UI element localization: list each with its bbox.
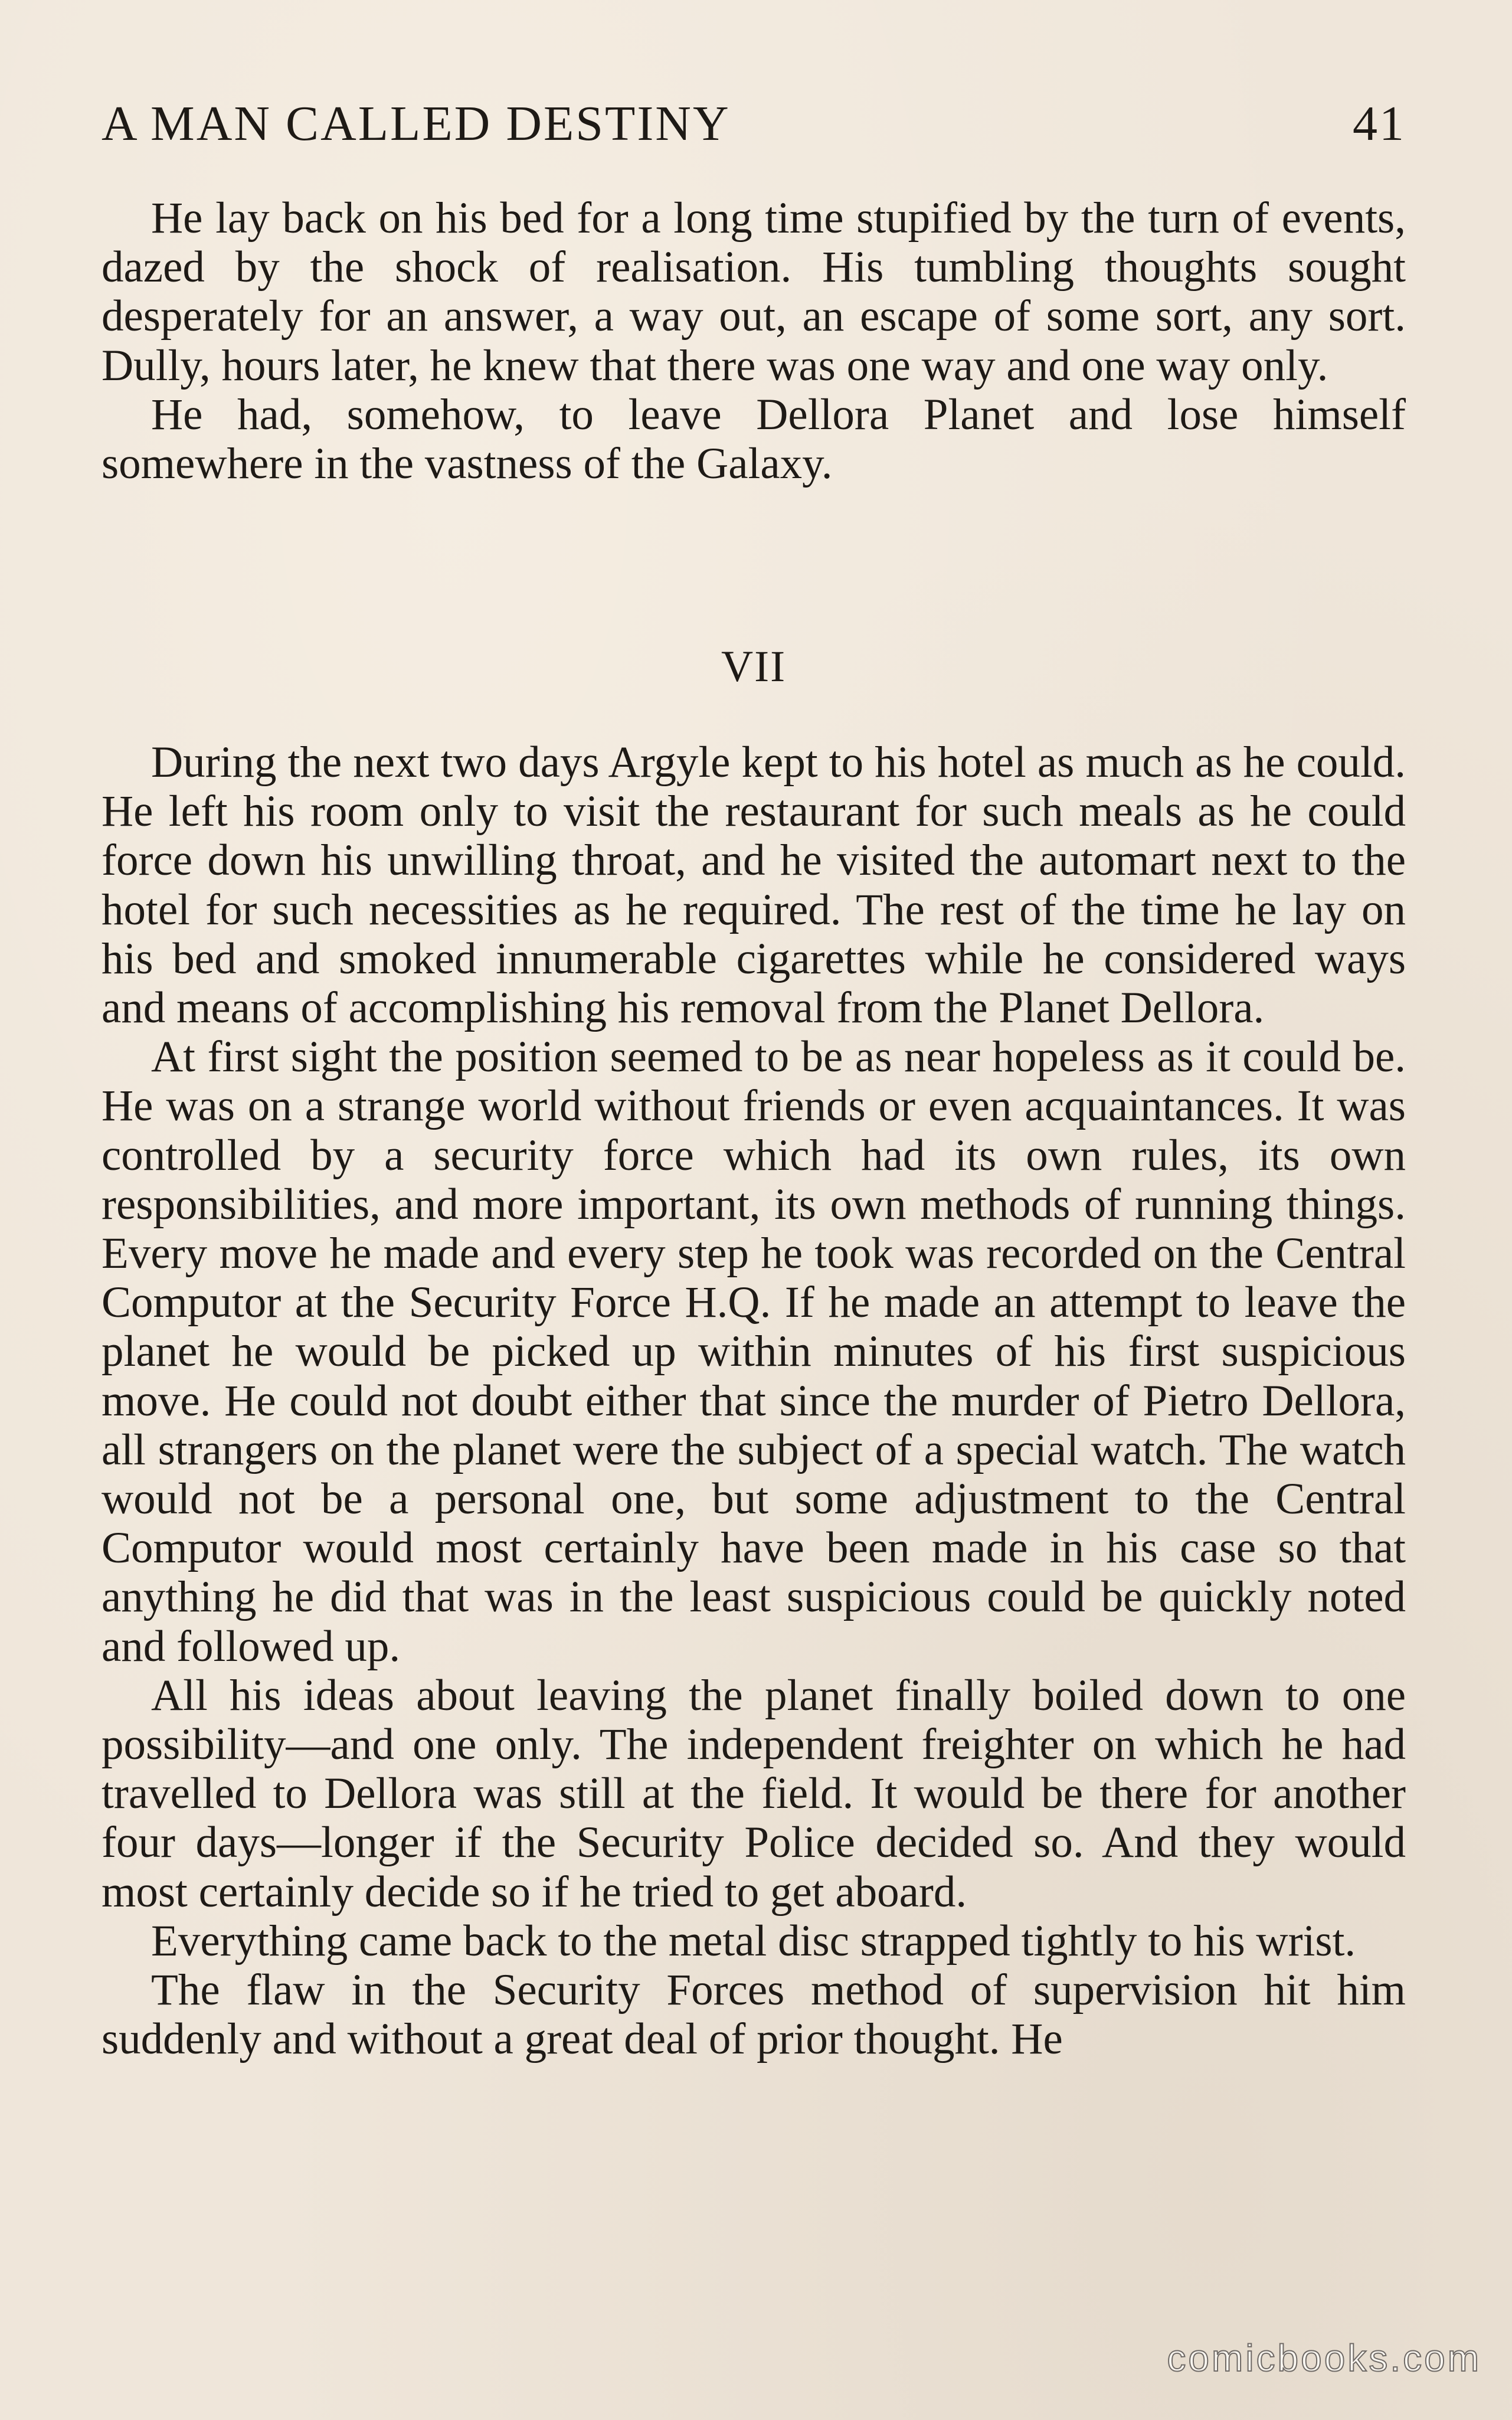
text-section-2 xyxy=(102,738,1406,2063)
paragraph: He had, somehow, to leave Dellora Planet and lose himself somewhere in the vastness of the Galaxy. xyxy=(102,390,1406,489)
paragraph: Everything came back to the metal disc strapped tightly to his wrist. xyxy=(151,1916,1356,1966)
text-section-1 xyxy=(102,194,1406,488)
running-header xyxy=(102,91,1406,156)
paragraph: All his ideas about leaving the planet finally boiled down to one possibility—and one only. The independent freighter on which he had travelled to Dellora was still at the field. It would be there for another four days—longer if the Security Police decided so. And they would most certainly decide so if he tried to get aboard. xyxy=(102,1670,1406,1917)
paragraph: At first sight the position seemed to be as near hopeless as it could be. He was on a strange world without friends or even acquaintances. It was controlled by a security force which had its own rules, its own responsibilities, and more important, its own methods of running things. Every move he made and every step he took was recorded on the Central Computor at the Security Force H.Q. If he made an attempt to leave the planet he would be picked up within minutes of his first suspicious move. He could not doubt either that since the murder of Pietro Dellora, all strangers on the planet were the subject of a special watch. The watch would not be a personal one, but some adjustment to the Central Computor would most certainly have been made in his case so that anything he did that was in the least suspicious could be quickly noted and followed up. xyxy=(102,1032,1406,1671)
page-number: 41 xyxy=(1353,96,1406,151)
paragraph: During the next two days Argyle kept to his hotel as much as he could. He left his room only to visit the restaurant for such meals as he could force down his unwilling throat, and he visited the automart next to the hotel for such necessities as he required. The rest of the time he lay on his bed and smoked innumerable cigarettes while he considered ways and means of accomplishing his removal from the Planet Dellora. xyxy=(102,738,1406,1033)
running-title: A MAN CALLED DESTINY xyxy=(102,96,731,151)
paragraph-continued: The flaw in the Security Forces method of supervision hit him suddenly and without a great deal of prior thought. He xyxy=(102,1966,1406,2064)
chapter-heading: VII xyxy=(721,642,787,691)
watermark: comicbooks.com xyxy=(1167,2337,1481,2379)
paragraph: He lay back on his bed for a long time stupified by the turn of events, dazed by the shock of realisation. His tumbling thoughts sought desperately for an answer, a way out, an escape of some sort, any sort. Dully, hours later, he knew that there was one way and one way only. xyxy=(102,194,1406,390)
